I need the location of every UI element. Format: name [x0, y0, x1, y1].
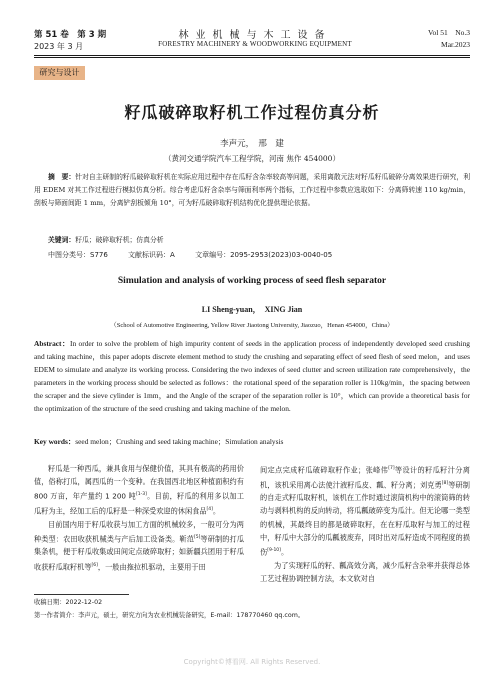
article-title-cn: 籽瓜破碎取籽机工作过程仿真分析: [124, 103, 380, 122]
issue-date: 2023 年 3 月: [34, 42, 84, 51]
abstract-cn-label: 摘 要：: [48, 173, 76, 181]
authors-en: LI Sheng-yuan， XING Jian: [201, 305, 303, 314]
article-number: 文章编号：2095-2953(2023)03-0040-05: [195, 251, 333, 259]
volume-issue: 第 51 卷 第 3 期: [34, 30, 107, 40]
journal-title-cn: 林业机械与木工设备: [178, 30, 332, 41]
body-paragraph: 籽瓜是一种西瓜，兼具食用与保健价值，其具有极高的药用价值，俗称打瓜，属西瓜的一个变种。在我国西北地区种植面积约有 800 万亩，年产量约 1 200 吨[1-3]。目前，籽瓜的利用多以加工瓜籽为主，经加工后的瓜籽是一种深受欢迎的休闲食品[4]。: [34, 464, 244, 516]
abstract-cn: [34, 171, 470, 210]
received-date: 收稿日期：2022-12-02: [34, 599, 103, 606]
article-title-en: Simulation and analysis of working process of seed flesh separator: [117, 276, 387, 286]
authors-cn: 李声元， 邢 建: [220, 139, 284, 149]
body-column-right: [260, 462, 470, 585]
keywords-cn: [48, 234, 468, 244]
keywords-en-label: Key words：: [34, 437, 76, 446]
keywords-cn-label: 关键词：: [48, 236, 76, 244]
affiliation-en: （School of Automotive Engineering, Yellow River Jiaotong University, Jiaozuo，Henan 454000，China）: [110, 322, 394, 329]
copyright-watermark: Copyright©博看网. All Rights Reserved.: [183, 658, 321, 666]
issue-date-en: Mar.2023: [441, 40, 470, 49]
classification-line: [48, 250, 468, 260]
footnote-rule: [34, 594, 129, 595]
abstract-en-text: In order to solve the problem of high impurity content of seeds in the application process of independently developed seed crushing and taking machine，this paper adopts discrete element method to study the crushing and separating effect of seed flesh of seed melon，and uses EDEM to simulate and analyze its working process. Considering the two indexes of seed clutter and screen utilization rate comprehensively，the parameters in the working process should be selected as follows：the rotational speed of the separation roller is 110kg/min，the spacing between the scraper and the sieve cylinder is 1mm，and the Angle of the scraper of the separation roller is 10°，which can provide a theoretical basis for the optimization of the structure of the seed crushing and taking machine of the melon.: [34, 339, 470, 413]
keywords-cn-text: 籽瓜；破碎取籽机；仿真分析: [75, 236, 164, 244]
body-paragraph: 目前国内用于籽瓜收获与加工方面的机械较多，一般可分为两种类型：农田收获机械类与产后加工设备类。靳范[5]等研制的打瓜集条机，便于籽瓜收集或田间定点破碎取籽；如新疆兵团用于籽瓜收获籽瓜取籽机等[6]，一般由拖拉机驱动，主要用于田: [34, 519, 244, 571]
abstract-cn-text: 针对自主研制的籽瓜破碎取籽机在实际应用过程中存在瓜籽含杂率较高等问题，采用离散元法对籽瓜籽瓜破碎分离效果进行研究，利用 EDEM 对其工作过程进行模拟仿真分析。综合考虑瓜籽含杂率与筛面利率两个指标，工作过程中参数应选取如下：分离筛转速 110 kg/min，刮板与筛面间距 1 mm，分离铲刮板倾角 10°，可为籽瓜破碎取籽机结构优化提供理论依据。: [34, 173, 471, 207]
keywords-en-text: seed melon；Crushing and seed taking machine；Simulation analysis: [75, 437, 284, 446]
volume-issue-en: Vol 51 No.3: [428, 28, 470, 37]
body-column-left: [34, 462, 244, 573]
document-code: 文献标识码：A: [128, 251, 175, 259]
journal-title-en: FORESTRY MACHINERY & WOODWORKING EQUIPMENT: [158, 40, 352, 48]
author-footnote: 第一作者简介：李声元，硕士，研究方向为农业机械装备研究，E-mail：178770460 qq.com。: [34, 612, 305, 619]
body-paragraph: 为了实现籽瓜的籽、瓤高效分离，减少瓜籽含杂率并获得总体工艺过程协调控制方法，本文软对自: [260, 560, 470, 583]
header-rule: [34, 55, 470, 56]
affiliation-cn: （黄河交通学院汽车工程学院，河南 焦作 454000）: [164, 154, 340, 163]
abstract-en-label: Abstract：: [34, 339, 70, 348]
keywords-en: [34, 436, 470, 447]
clc-number: 中图分类号：S776: [48, 251, 108, 259]
header-rule-thin: [34, 57, 470, 58]
section-badge: 研究与设计: [34, 66, 85, 80]
abstract-en: [34, 337, 470, 415]
body-paragraph: 间定点完成籽瓜破碎取籽作业；张峰伟[7]等设计的籽瓜籽汁分离机，该机采用离心法使汁液籽瓜皮、瓤、籽分离；刘克勇[8]等研制的自走式籽瓜取籽机，该机在工作时通过滚筒机构中的滚筒筛的转动与剥料机构的反向转动，将瓜瓤破碎变为瓜汁。但无论哪一类型的机械，其最终目的都是破碎取籽，在在籽瓜取籽与加工的过程中，籽瓜中大部分的瓜瓤被废弃，同时出对瓜籽造成不同程度的损伤[9-10]。: [260, 465, 470, 557]
